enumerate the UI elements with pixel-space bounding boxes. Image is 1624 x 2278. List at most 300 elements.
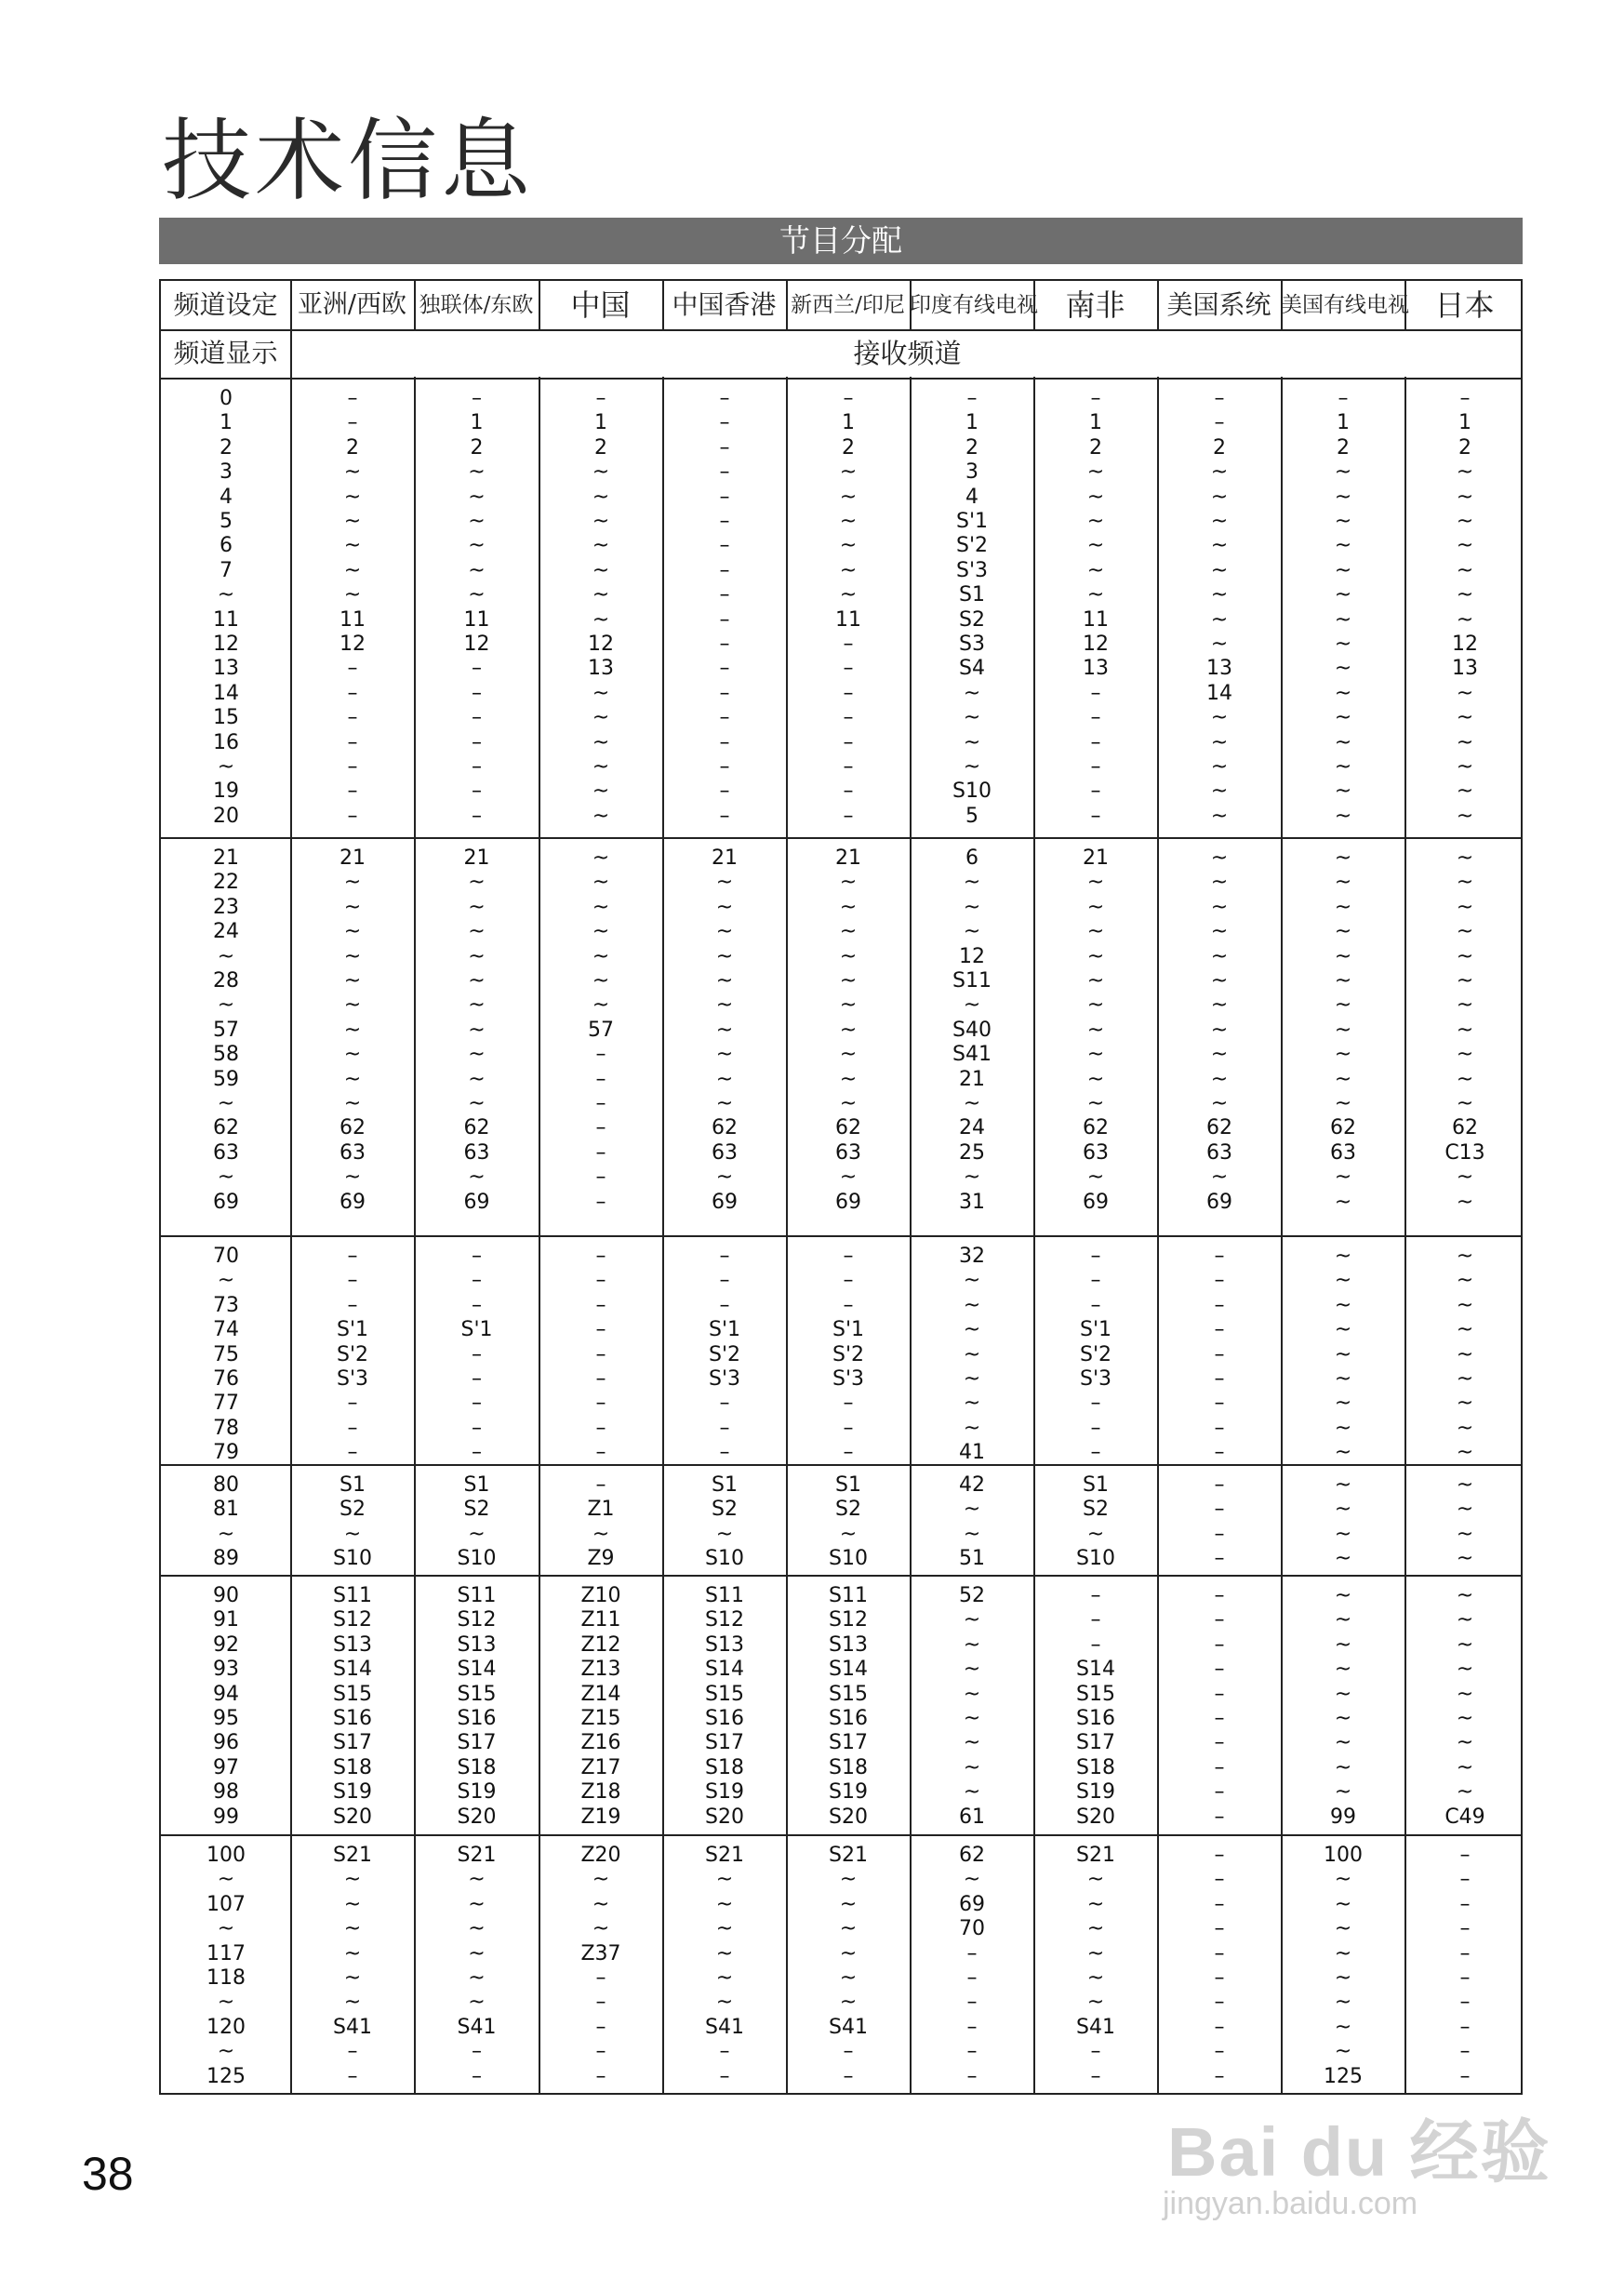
display-channel-cell: 5 [220, 510, 233, 533]
received-channel-cell: 21 [959, 1067, 985, 1091]
received-channel-cell: – [472, 1392, 482, 1416]
received-channel-cell: 11 [463, 607, 490, 632]
received-channel-cell: 13 [1083, 657, 1109, 681]
received-channel-cell: 62 [1083, 1116, 1109, 1140]
received-channel-cell: ~ [1456, 1441, 1474, 1465]
received-channel-cell: – [1214, 1658, 1225, 1682]
received-channel-cell: ~ [343, 1067, 362, 1091]
display-channel-cell: 13 [213, 657, 239, 681]
received-channel-cell: S16 [457, 1707, 497, 1730]
received-channel-cell: ~ [468, 969, 486, 992]
received-channel-cell: S16 [1076, 1707, 1115, 1730]
watermark-logo: Bai du 经验 [1167, 2113, 1551, 2191]
page-title: 技术信息 [162, 109, 534, 213]
received-channel-cell: ~ [1456, 944, 1474, 968]
received-channel-cell: S15 [457, 1682, 497, 1706]
received-channel-cell: ~ [592, 583, 610, 607]
received-channel-cell: S17 [333, 1731, 372, 1755]
received-channel-cell: Z15 [580, 1707, 621, 1730]
received-channel-cell: – [472, 755, 482, 779]
received-channel-cell: S41 [457, 2015, 497, 2039]
display-channel-cell: 11 [213, 607, 239, 632]
received-channel-cell: – [719, 1245, 730, 1268]
received-channel-cell: ~ [1334, 1392, 1352, 1416]
display-channel-cell: 58 [213, 1043, 239, 1067]
received-channel-cell: – [966, 2064, 978, 2088]
received-channel-cell: 11 [1083, 607, 1109, 632]
received-channel-cell: – [1090, 804, 1101, 828]
column-header: 美国有线电视 [1281, 293, 1409, 317]
received-channel-cell: S'1 [955, 510, 988, 533]
received-channel-cell: 12 [463, 633, 490, 656]
received-channel-cell: S3 [959, 633, 985, 656]
received-channel-cell: 13 [1206, 657, 1232, 681]
display-channel-cell: 22 [213, 871, 239, 895]
received-channel-cell: S1 [339, 1473, 366, 1497]
received-channel-cell: ~ [592, 944, 610, 968]
received-channel-cell: ~ [1334, 706, 1352, 730]
received-channel-cell: – [719, 1441, 730, 1465]
received-channel-cell: ~ [592, 846, 610, 870]
received-channel-cell: – [1090, 779, 1101, 804]
received-channel-cell: – [1214, 1707, 1225, 1730]
received-channel-cell: ~ [1334, 460, 1352, 485]
received-channel-cell: ~ [1334, 510, 1352, 533]
received-channel-cell: ~ [963, 1522, 981, 1546]
received-channel-cell: Z13 [580, 1658, 621, 1682]
received-channel-cell: ~ [839, 583, 858, 607]
received-channel-cell: S1 [959, 583, 985, 607]
received-channel-cell: ~ [715, 969, 734, 992]
received-channel-cell: ~ [1334, 846, 1352, 870]
received-channel-cell: ~ [1456, 1658, 1474, 1682]
received-channel-cell: ~ [1334, 1731, 1352, 1755]
display-channel-cell: 28 [213, 969, 239, 992]
received-channel-cell: – [472, 387, 482, 410]
display-channel-cell: ~ [217, 1166, 235, 1190]
received-channel-cell: – [1090, 387, 1101, 410]
received-channel-cell: – [843, 681, 854, 705]
received-channel-cell: S17 [705, 1731, 744, 1755]
received-channel-cell: – [1214, 1731, 1225, 1755]
received-channel-cell: ~ [1334, 1190, 1352, 1214]
received-channel-cell: S19 [333, 1780, 372, 1805]
received-channel-cell: ~ [1334, 485, 1352, 509]
received-channel-cell: – [1090, 1441, 1101, 1465]
received-channel-cell: ~ [1456, 1190, 1474, 1214]
received-channel-cell: – [719, 1293, 730, 1317]
display-channel-cell: 73 [213, 1293, 239, 1317]
received-channel-cell: S14 [1076, 1658, 1115, 1682]
received-channel-cell: S16 [829, 1707, 868, 1730]
received-channel-cell: – [472, 1441, 482, 1465]
received-channel-cell: – [595, 1342, 606, 1366]
received-channel-cell: S18 [829, 1755, 868, 1779]
received-channel-cell: ~ [1334, 1608, 1352, 1632]
received-channel-cell: ~ [715, 895, 734, 919]
received-channel-cell: ~ [963, 1707, 981, 1730]
received-channel-cell: ~ [963, 1780, 981, 1805]
received-channel-cell: – [1090, 1608, 1101, 1632]
received-channel-cell: S18 [705, 1755, 744, 1779]
received-channel-cell: – [472, 1416, 482, 1440]
received-channel-cell: 63 [463, 1140, 490, 1165]
received-channel-cell: – [472, 1269, 482, 1293]
received-channel-cell: 42 [959, 1473, 985, 1497]
display-channel-cell: 74 [213, 1318, 239, 1342]
received-channel-cell: – [1214, 1441, 1225, 1465]
display-channel-cell: 95 [213, 1707, 239, 1730]
display-channel-header: 频道显示 [173, 338, 278, 368]
received-channel-cell: ~ [963, 993, 981, 1018]
received-channel-cell: ~ [839, 1043, 858, 1067]
received-channel-cell: ~ [1210, 1166, 1229, 1190]
received-channel-cell: S17 [1076, 1731, 1115, 1755]
received-channel-cell: – [1090, 1392, 1101, 1416]
display-channel-cell: 94 [213, 1682, 239, 1706]
received-channel-cell: S14 [457, 1658, 497, 1682]
received-channel-cell: S12 [705, 1608, 744, 1632]
received-channel-cell: 12 [1452, 633, 1478, 656]
received-channel-cell: ~ [468, 1966, 486, 1990]
received-channel-cell: ~ [963, 871, 981, 895]
received-channel-cell: S13 [705, 1632, 744, 1657]
received-channel-cell: ~ [963, 1293, 981, 1317]
received-channel-cell: ~ [1086, 1868, 1105, 1892]
display-channel-cell: 80 [213, 1473, 239, 1497]
received-channel-cell: ~ [715, 1892, 734, 1916]
received-channel-cell: 21 [712, 846, 738, 870]
received-channel-cell: – [1090, 1293, 1101, 1317]
received-channel-cell: – [1214, 1941, 1225, 1965]
received-channel-cell: ~ [468, 460, 486, 485]
received-channel-cell: S10 [829, 1547, 868, 1571]
received-channel-cell: ~ [1086, 871, 1105, 895]
display-channel-cell: 70 [213, 1245, 239, 1268]
display-channel-cell: ~ [217, 1522, 235, 1546]
received-channel-cell: ~ [1210, 993, 1229, 1018]
received-channel-cell: – [1214, 1868, 1225, 1892]
received-channel-cell: S'2 [832, 1342, 864, 1366]
received-channel-cell: ~ [1086, 920, 1105, 944]
received-channel-cell: ~ [1456, 1018, 1474, 1042]
received-channel-cell: S41 [705, 2015, 744, 2039]
received-channel-cell: – [1459, 1941, 1471, 1965]
received-channel-cell: ~ [468, 534, 486, 558]
received-channel-cell: ~ [1334, 657, 1352, 681]
received-channel-cell: ~ [1210, 755, 1229, 779]
received-channel-cell: S10 [705, 1547, 744, 1571]
received-channel-cell: 57 [588, 1018, 614, 1042]
received-channel-cell: S13 [457, 1632, 497, 1657]
received-channel-cell: – [347, 1416, 358, 1440]
received-channel-cell: 2 [1213, 435, 1226, 460]
received-channel-cell: – [1214, 1917, 1225, 1941]
received-channel-cell: ~ [592, 558, 610, 582]
received-channel-cell: ~ [1334, 1018, 1352, 1042]
display-channel-cell: 93 [213, 1658, 239, 1682]
received-channel-cell: Z20 [580, 1844, 621, 1867]
received-channel-cell: ~ [839, 969, 858, 992]
received-channel-cell: – [719, 1269, 730, 1293]
display-channel-cell: 89 [213, 1547, 239, 1571]
received-channel-cell: – [843, 2040, 854, 2064]
received-channel-cell: – [595, 1318, 606, 1342]
received-channel-cell: ~ [1456, 1318, 1474, 1342]
received-channel-cell: – [719, 607, 730, 632]
received-channel-cell: – [966, 1941, 978, 1965]
received-channel-cell: ~ [1456, 607, 1474, 632]
received-channel-cell: – [1090, 1584, 1101, 1607]
received-channel-cell: S13 [333, 1632, 372, 1657]
received-channel-cell: – [472, 1245, 482, 1268]
received-channel-cell: – [719, 706, 730, 730]
received-channel-cell: 13 [1452, 657, 1478, 681]
received-channel-cell: – [966, 2040, 978, 2064]
received-channel-cell: ~ [1334, 1245, 1352, 1268]
received-channel-cell: 12 [339, 633, 366, 656]
received-channel-cell: ~ [1334, 1755, 1352, 1779]
received-channel-cell: ~ [1456, 1632, 1474, 1657]
received-channel-cell: S20 [333, 1805, 372, 1829]
received-channel-cell: 21 [835, 846, 861, 870]
received-channel-cell: ~ [1456, 1392, 1474, 1416]
received-channel-cell: ~ [715, 1941, 734, 1965]
received-channel-cell: – [1214, 1780, 1225, 1805]
received-channel-cell: ~ [1210, 706, 1229, 730]
display-channel-cell: 81 [213, 1498, 239, 1522]
received-channel-cell: – [595, 1166, 606, 1190]
received-channel-cell: – [1214, 1844, 1225, 1867]
received-channel-cell: ~ [343, 1043, 362, 1067]
received-channel-cell: S1 [463, 1473, 490, 1497]
received-channel-cell: ~ [1210, 510, 1229, 533]
received-channel-cell: S19 [705, 1780, 744, 1805]
display-channel-cell: 125 [206, 2064, 246, 2088]
received-channel-cell: ~ [1456, 1755, 1474, 1779]
received-channel-cell: 14 [1206, 681, 1232, 705]
received-channel-cell: ~ [1334, 633, 1352, 656]
received-channel-cell: – [1214, 1416, 1225, 1440]
received-channel-cell: 61 [959, 1805, 985, 1829]
received-channel-cell: ~ [839, 1991, 858, 2015]
received-channel-cell: – [595, 1043, 606, 1067]
display-channel-cell: 62 [213, 1116, 239, 1140]
received-channel-cell: ~ [839, 1917, 858, 1941]
received-channel-cell: ~ [839, 485, 858, 509]
received-channel-cell: – [1090, 1632, 1101, 1657]
received-channel-cell: S'1 [832, 1318, 864, 1342]
received-channel-cell: – [347, 681, 358, 705]
received-channel-cell: 1 [594, 411, 607, 435]
received-channel-cell: 69 [959, 1892, 985, 1916]
received-channel-cell: ~ [1456, 1293, 1474, 1317]
received-channel-cell: 2 [842, 435, 855, 460]
received-channel-cell: S21 [457, 1844, 497, 1867]
received-channel-cell: 1 [1089, 411, 1102, 435]
received-channel-cell: ~ [839, 460, 858, 485]
received-channel-cell: ~ [963, 755, 981, 779]
received-channel-cell: S15 [705, 1682, 744, 1706]
received-channel-cell: – [719, 435, 730, 460]
received-channel-cell: – [595, 1991, 606, 2015]
received-channel-cell: ~ [1086, 1522, 1105, 1546]
display-channel-cell: ~ [217, 1868, 235, 1892]
received-channel-cell: – [595, 1245, 606, 1268]
received-channel-cell: – [719, 460, 730, 485]
received-channel-cell: ~ [468, 510, 486, 533]
received-channel-cell: ~ [343, 534, 362, 558]
received-channel-cell: ~ [1210, 1067, 1229, 1091]
received-channel-cell: ~ [592, 1522, 610, 1546]
received-channel-cell: – [1090, 1416, 1101, 1440]
received-channel-cell: ~ [839, 510, 858, 533]
display-channel-cell: 69 [213, 1190, 239, 1214]
received-channel-cell: – [843, 804, 854, 828]
received-channel-cell: – [843, 1245, 854, 1268]
received-channel-cell: ~ [1334, 1991, 1352, 2015]
display-channel-cell: ~ [217, 755, 235, 779]
received-channel-cell: Z10 [580, 1584, 621, 1607]
received-channel-cell: S2 [1083, 1498, 1109, 1522]
received-channel-cell: – [347, 779, 358, 804]
received-channel-cell: ~ [468, 1917, 486, 1941]
received-channel-cell: ~ [1086, 993, 1105, 1018]
received-channel-cell: – [843, 1392, 854, 1416]
received-channel-cell: S16 [705, 1707, 744, 1730]
received-channel-cell: ~ [1086, 485, 1105, 509]
received-channel-cell: – [966, 2015, 978, 2039]
received-channel-cell: 12 [1083, 633, 1109, 656]
received-channel-cell: – [595, 1473, 606, 1497]
group-divider [161, 1834, 1521, 1836]
received-channel-cell: – [1459, 1868, 1471, 1892]
received-channel-cell: S18 [333, 1755, 372, 1779]
received-channel-cell: ~ [343, 895, 362, 919]
received-channel-cell: 2 [1337, 435, 1350, 460]
received-channel-cell: ~ [1334, 730, 1352, 754]
received-channel-cell: ~ [592, 534, 610, 558]
received-channel-cell: – [595, 1441, 606, 1465]
received-channel-cell: – [472, 657, 482, 681]
received-channel-cell: – [1214, 1805, 1225, 1829]
received-channel-cell: ~ [1334, 1682, 1352, 1706]
display-channel-cell: 6 [220, 534, 233, 558]
received-channel-cell: ~ [839, 871, 858, 895]
received-channel-cell: S10 [457, 1547, 497, 1571]
received-channel-cell: 21 [463, 846, 490, 870]
received-channel-cell: ~ [468, 1067, 486, 1091]
display-channel-cell: 107 [206, 1892, 246, 1916]
received-channel-cell: Z17 [580, 1755, 621, 1779]
received-channel-cell: ~ [1210, 633, 1229, 656]
received-channel-cell: 51 [959, 1547, 985, 1571]
received-channel-cell: ~ [1456, 993, 1474, 1018]
received-channel-cell: ~ [963, 1658, 981, 1682]
received-channel-cell: ~ [1334, 1547, 1352, 1571]
received-channel-cell: ~ [1456, 1780, 1474, 1805]
received-channel-cell: ~ [1210, 1043, 1229, 1067]
received-channel-cell: ~ [963, 1632, 981, 1657]
received-channel-cell: – [719, 657, 730, 681]
received-channel-cell: – [719, 2064, 730, 2088]
received-channel-cell: S15 [829, 1682, 868, 1706]
display-channel-cell: 100 [206, 1844, 246, 1867]
received-channel-cell: S41 [1076, 2015, 1115, 2039]
received-channel-cell: – [1214, 1392, 1225, 1416]
received-channel-cell: – [347, 706, 358, 730]
received-channel-cell: ~ [343, 871, 362, 895]
received-channel-cell: ~ [592, 607, 610, 632]
received-channel-cell: S17 [457, 1731, 497, 1755]
received-channel-cell: – [843, 1293, 854, 1317]
column-header: 中国 [570, 287, 631, 323]
received-channel-cell: S41 [952, 1043, 992, 1067]
received-channel-cell: S'3 [708, 1367, 740, 1391]
received-channel-cell: – [347, 804, 358, 828]
received-channel-cell: – [595, 1416, 606, 1440]
received-channel-cell: ~ [963, 920, 981, 944]
received-channel-cell: S'2 [336, 1342, 368, 1366]
received-channel-cell: ~ [1086, 1092, 1105, 1115]
received-channel-cell: 63 [1206, 1140, 1232, 1165]
received-channel-cell: 1 [842, 411, 855, 435]
received-channel-cell: – [347, 387, 358, 410]
received-channel-cell: 21 [339, 846, 366, 870]
received-channel-cell: ~ [468, 1166, 486, 1190]
group-divider [161, 1575, 1521, 1577]
received-channel-cell: ~ [1334, 1342, 1352, 1366]
received-channel-cell: – [719, 1392, 730, 1416]
received-channel-cell: 63 [339, 1140, 366, 1165]
received-channel-cell: ~ [1210, 583, 1229, 607]
received-channel-cell: ~ [1210, 1018, 1229, 1042]
received-channel-cell: S21 [829, 1844, 868, 1867]
received-channel-cell: 100 [1324, 1844, 1363, 1867]
received-channel-cell: ~ [963, 730, 981, 754]
received-channel-cell: S'3 [1079, 1367, 1112, 1391]
received-channel-cell: S2 [959, 607, 985, 632]
received-channel-cell: ~ [592, 681, 610, 705]
received-channel-cell: ~ [839, 1092, 858, 1115]
received-channel-cell: ~ [715, 993, 734, 1018]
received-channel-cell: ~ [1086, 895, 1105, 919]
received-channel-cell: 2 [1089, 435, 1102, 460]
received-channel-cell: ~ [468, 1018, 486, 1042]
received-channel-cell: ~ [1334, 1917, 1352, 1941]
display-channel-cell: 79 [213, 1441, 239, 1465]
received-channel-cell: S'2 [955, 534, 988, 558]
received-channel-cell: ~ [715, 920, 734, 944]
received-channel-cell: S12 [829, 1608, 868, 1632]
received-channel-cell: – [719, 485, 730, 509]
received-channel-cell: 52 [959, 1584, 985, 1607]
received-channel-cell: S10 [333, 1547, 372, 1571]
received-channel-cell: – [347, 1269, 358, 1293]
received-channel-cell: – [1214, 1892, 1225, 1916]
received-channel-cell: – [1459, 387, 1471, 410]
received-channel-cell: ~ [1456, 1245, 1474, 1268]
received-channel-cell: 13 [588, 657, 614, 681]
received-channel-cell: ~ [592, 804, 610, 828]
received-channel-cell: – [843, 730, 854, 754]
display-channel-cell: 96 [213, 1731, 239, 1755]
column-header: 独联体/东欧 [419, 293, 534, 317]
received-channel-cell: – [595, 2015, 606, 2039]
received-channel-cell: ~ [1334, 1416, 1352, 1440]
received-channel-cell: 11 [835, 607, 861, 632]
display-channel-cell: 118 [206, 1966, 246, 1990]
